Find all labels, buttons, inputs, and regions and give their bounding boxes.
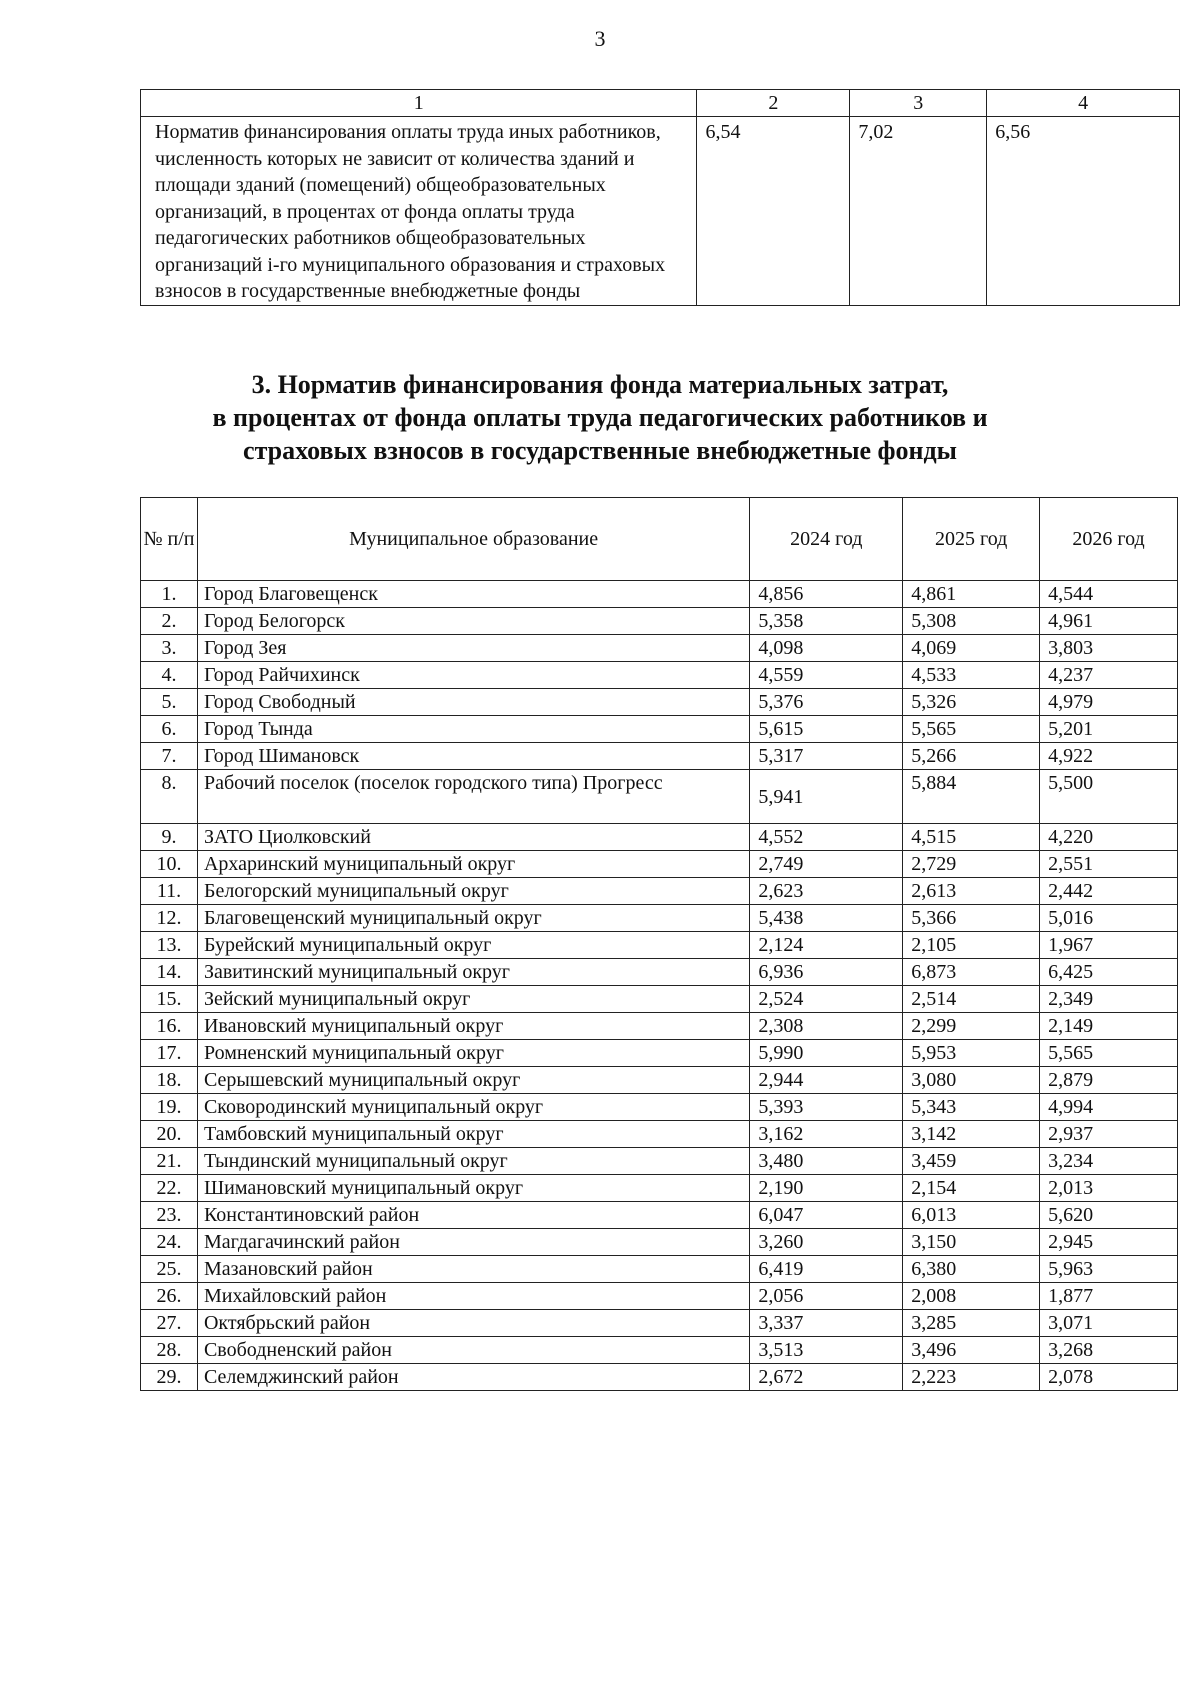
header-municipality: Муниципальное образование xyxy=(197,498,749,581)
value-2025: 3,459 xyxy=(903,1148,1040,1175)
row-number: 28. xyxy=(141,1337,198,1364)
municipality-name: Архаринский муниципальный округ xyxy=(197,851,749,878)
value-2025: 4,533 xyxy=(903,662,1040,689)
value-2026: 2,349 xyxy=(1040,986,1178,1013)
value-2024: 5,615 xyxy=(750,716,903,743)
value-2025: 2,154 xyxy=(903,1175,1040,1202)
value-2025: 5,308 xyxy=(903,608,1040,635)
value-2025: 4,861 xyxy=(903,581,1040,608)
table-row xyxy=(141,743,1178,770)
value-2024: 5,438 xyxy=(750,905,903,932)
municipality-name: Серышевский муниципальный округ xyxy=(197,1067,749,1094)
municipality-name: Октябрьский район xyxy=(197,1310,749,1337)
column-number-2: 2 xyxy=(697,90,850,117)
value-2025: 3,496 xyxy=(903,1337,1040,1364)
row-number: 12. xyxy=(141,905,198,932)
table-row xyxy=(141,1229,1178,1256)
table-row xyxy=(141,1256,1178,1283)
value-2026: 1,877 xyxy=(1040,1283,1178,1310)
row-number: 16. xyxy=(141,1013,198,1040)
municipality-name: Тындинский муниципальный округ xyxy=(197,1148,749,1175)
row-number: 20. xyxy=(141,1121,198,1148)
value-2024: 5,941 xyxy=(750,770,903,824)
value-2026: 3,803 xyxy=(1040,635,1178,662)
value-2026: 4,961 xyxy=(1040,608,1178,635)
material-costs-norms-table xyxy=(140,497,1178,1391)
municipality-name: Завитинский муниципальный округ xyxy=(197,959,749,986)
value-2024: 2,124 xyxy=(750,932,903,959)
value-2025: 3,150 xyxy=(903,1229,1040,1256)
norm-value-2026: 6,56 xyxy=(987,117,1180,306)
column-number-3: 3 xyxy=(850,90,987,117)
value-2026: 2,149 xyxy=(1040,1013,1178,1040)
municipality-name: Бурейский муниципальный округ xyxy=(197,932,749,959)
value-2026: 4,544 xyxy=(1040,581,1178,608)
value-2025: 4,069 xyxy=(903,635,1040,662)
value-2025: 4,515 xyxy=(903,824,1040,851)
value-2025: 2,008 xyxy=(903,1283,1040,1310)
section-title-line-3: страховых взносов в государственные внебюджетные фонды xyxy=(243,436,957,465)
norm-value-2024: 6,54 xyxy=(697,117,850,306)
row-number: 10. xyxy=(141,851,198,878)
municipality-name: Михайловский район xyxy=(197,1283,749,1310)
value-2026: 6,425 xyxy=(1040,959,1178,986)
table-row xyxy=(141,1364,1178,1391)
norm-value-2025: 7,02 xyxy=(850,117,987,306)
header-2024: 2024 год xyxy=(750,498,903,581)
column-number-4: 4 xyxy=(987,90,1180,117)
row-number: 23. xyxy=(141,1202,198,1229)
table-row xyxy=(141,986,1178,1013)
row-number: 24. xyxy=(141,1229,198,1256)
value-2024: 6,419 xyxy=(750,1256,903,1283)
row-number: 2. xyxy=(141,608,198,635)
value-2024: 5,393 xyxy=(750,1094,903,1121)
municipality-name: Город Райчихинск xyxy=(197,662,749,689)
value-2025: 5,953 xyxy=(903,1040,1040,1067)
value-2026: 4,922 xyxy=(1040,743,1178,770)
value-2026: 2,945 xyxy=(1040,1229,1178,1256)
municipality-name: Константиновский район xyxy=(197,1202,749,1229)
table-row xyxy=(141,635,1178,662)
value-2025: 2,223 xyxy=(903,1364,1040,1391)
municipality-name: Селемджинский район xyxy=(197,1364,749,1391)
header-number: № п/п xyxy=(141,498,198,581)
value-2026: 5,963 xyxy=(1040,1256,1178,1283)
value-2026: 2,937 xyxy=(1040,1121,1178,1148)
row-number: 27. xyxy=(141,1310,198,1337)
section-title-line-1: 3. Норматив финансирования фонда материальных затрат, xyxy=(251,370,949,399)
value-2025: 5,366 xyxy=(903,905,1040,932)
value-2024: 3,337 xyxy=(750,1310,903,1337)
table-row xyxy=(141,851,1178,878)
table-row xyxy=(141,608,1178,635)
row-number: 26. xyxy=(141,1283,198,1310)
value-2026: 2,551 xyxy=(1040,851,1178,878)
value-2024: 2,672 xyxy=(750,1364,903,1391)
row-number: 29. xyxy=(141,1364,198,1391)
column-number-1: 1 xyxy=(141,90,697,117)
table-row xyxy=(141,932,1178,959)
norm-description: Норматив финансирования оплаты труда иных работников, численность которых не зависит от количества зданий и площади зданий (помещений) общеобразовательных организаций, в процентах от фонда оплаты труда педагогических работников общеобразовательных организаций i-го муниципального образования и страховых взносов в государственные внебюджетные фонды xyxy=(141,117,697,306)
value-2024: 2,056 xyxy=(750,1283,903,1310)
value-2024: 4,552 xyxy=(750,824,903,851)
municipality-name: Зейский муниципальный округ xyxy=(197,986,749,1013)
row-number: 18. xyxy=(141,1067,198,1094)
value-2025: 2,299 xyxy=(903,1013,1040,1040)
table-row xyxy=(141,1310,1178,1337)
table-row xyxy=(141,689,1178,716)
table-row xyxy=(141,1175,1178,1202)
table-row xyxy=(141,824,1178,851)
value-2025: 5,326 xyxy=(903,689,1040,716)
value-2024: 5,358 xyxy=(750,608,903,635)
value-2026: 5,620 xyxy=(1040,1202,1178,1229)
column-number-row xyxy=(141,90,1180,117)
row-number: 6. xyxy=(141,716,198,743)
value-2025: 3,142 xyxy=(903,1121,1040,1148)
value-2026: 2,879 xyxy=(1040,1067,1178,1094)
table-row xyxy=(141,1067,1178,1094)
value-2026: 4,237 xyxy=(1040,662,1178,689)
value-2025: 5,343 xyxy=(903,1094,1040,1121)
municipality-name: ЗАТО Циолковский xyxy=(197,824,749,851)
table-header-row xyxy=(141,498,1178,581)
value-2026: 3,234 xyxy=(1040,1148,1178,1175)
value-2025: 2,514 xyxy=(903,986,1040,1013)
value-2024: 3,480 xyxy=(750,1148,903,1175)
value-2024: 2,944 xyxy=(750,1067,903,1094)
row-number: 19. xyxy=(141,1094,198,1121)
value-2026: 3,268 xyxy=(1040,1337,1178,1364)
municipality-name: Город Свободный xyxy=(197,689,749,716)
table-row xyxy=(141,117,1180,306)
value-2026: 1,967 xyxy=(1040,932,1178,959)
value-2025: 3,080 xyxy=(903,1067,1040,1094)
value-2026: 2,013 xyxy=(1040,1175,1178,1202)
table-row xyxy=(141,905,1178,932)
table-row xyxy=(141,1202,1178,1229)
header-2026: 2026 год xyxy=(1040,498,1178,581)
municipality-name: Сковородинский муниципальный округ xyxy=(197,1094,749,1121)
row-number: 17. xyxy=(141,1040,198,1067)
continued-norms-table xyxy=(140,89,1180,306)
table-row xyxy=(141,1094,1178,1121)
value-2026: 4,220 xyxy=(1040,824,1178,851)
row-number: 21. xyxy=(141,1148,198,1175)
municipality-name: Город Белогорск xyxy=(197,608,749,635)
value-2026: 5,500 xyxy=(1040,770,1178,824)
value-2025: 5,565 xyxy=(903,716,1040,743)
row-number: 1. xyxy=(141,581,198,608)
row-number: 25. xyxy=(141,1256,198,1283)
value-2024: 4,856 xyxy=(750,581,903,608)
municipality-name: Шимановский муниципальный округ xyxy=(197,1175,749,1202)
value-2026: 5,016 xyxy=(1040,905,1178,932)
value-2025: 3,285 xyxy=(903,1310,1040,1337)
table-row xyxy=(141,1040,1178,1067)
value-2025: 2,105 xyxy=(903,932,1040,959)
table-row xyxy=(141,1148,1178,1175)
municipality-name: Мазановский район xyxy=(197,1256,749,1283)
value-2025: 2,729 xyxy=(903,851,1040,878)
row-number: 3. xyxy=(141,635,198,662)
municipality-name: Тамбовский муниципальный округ xyxy=(197,1121,749,1148)
page-number: 3 xyxy=(594,26,606,51)
row-number: 4. xyxy=(141,662,198,689)
municipality-name: Белогорский муниципальный округ xyxy=(197,878,749,905)
table-row xyxy=(141,770,1178,824)
table-row xyxy=(141,581,1178,608)
value-2025: 6,380 xyxy=(903,1256,1040,1283)
row-number: 11. xyxy=(141,878,198,905)
table-row xyxy=(141,1337,1178,1364)
value-2026: 5,201 xyxy=(1040,716,1178,743)
value-2025: 6,013 xyxy=(903,1202,1040,1229)
table-row xyxy=(141,959,1178,986)
value-2026: 3,071 xyxy=(1040,1310,1178,1337)
value-2024: 5,317 xyxy=(750,743,903,770)
table-body xyxy=(141,581,1178,1391)
row-number: 9. xyxy=(141,824,198,851)
value-2024: 2,524 xyxy=(750,986,903,1013)
municipality-name: Город Благовещенск xyxy=(197,581,749,608)
value-2024: 4,559 xyxy=(750,662,903,689)
row-number: 5. xyxy=(141,689,198,716)
row-number: 14. xyxy=(141,959,198,986)
table-row xyxy=(141,662,1178,689)
value-2024: 6,936 xyxy=(750,959,903,986)
row-number: 8. xyxy=(141,770,198,824)
value-2024: 3,260 xyxy=(750,1229,903,1256)
row-number: 13. xyxy=(141,932,198,959)
value-2024: 2,308 xyxy=(750,1013,903,1040)
section-title-line-2: в процентах от фонда оплаты труда педагогических работников и xyxy=(212,403,988,432)
value-2024: 5,990 xyxy=(750,1040,903,1067)
row-number: 15. xyxy=(141,986,198,1013)
municipality-name: Ромненский муниципальный округ xyxy=(197,1040,749,1067)
municipality-name: Свободненский район xyxy=(197,1337,749,1364)
municipality-name: Город Тында xyxy=(197,716,749,743)
table-row xyxy=(141,1013,1178,1040)
value-2024: 2,190 xyxy=(750,1175,903,1202)
value-2024: 6,047 xyxy=(750,1202,903,1229)
table-row xyxy=(141,716,1178,743)
value-2025: 6,873 xyxy=(903,959,1040,986)
value-2024: 3,513 xyxy=(750,1337,903,1364)
header-2025: 2025 год xyxy=(903,498,1040,581)
municipality-name: Магдагачинский район xyxy=(197,1229,749,1256)
row-number: 22. xyxy=(141,1175,198,1202)
row-number: 7. xyxy=(141,743,198,770)
table-row xyxy=(141,1121,1178,1148)
value-2024: 5,376 xyxy=(750,689,903,716)
value-2024: 2,749 xyxy=(750,851,903,878)
value-2026: 5,565 xyxy=(1040,1040,1178,1067)
section-title xyxy=(0,368,1200,467)
value-2025: 5,266 xyxy=(903,743,1040,770)
municipality-name: Город Зея xyxy=(197,635,749,662)
value-2026: 4,979 xyxy=(1040,689,1178,716)
value-2024: 2,623 xyxy=(750,878,903,905)
value-2026: 4,994 xyxy=(1040,1094,1178,1121)
municipality-name: Город Шимановск xyxy=(197,743,749,770)
table-row xyxy=(141,878,1178,905)
value-2025: 5,884 xyxy=(903,770,1040,824)
municipality-name: Рабочий поселок (поселок городского типа) Прогресс xyxy=(197,770,749,824)
value-2026: 2,442 xyxy=(1040,878,1178,905)
municipality-name: Благовещенский муниципальный округ xyxy=(197,905,749,932)
value-2024: 3,162 xyxy=(750,1121,903,1148)
value-2024: 4,098 xyxy=(750,635,903,662)
municipality-name: Ивановский муниципальный округ xyxy=(197,1013,749,1040)
value-2025: 2,613 xyxy=(903,878,1040,905)
value-2026: 2,078 xyxy=(1040,1364,1178,1391)
table-row xyxy=(141,1283,1178,1310)
